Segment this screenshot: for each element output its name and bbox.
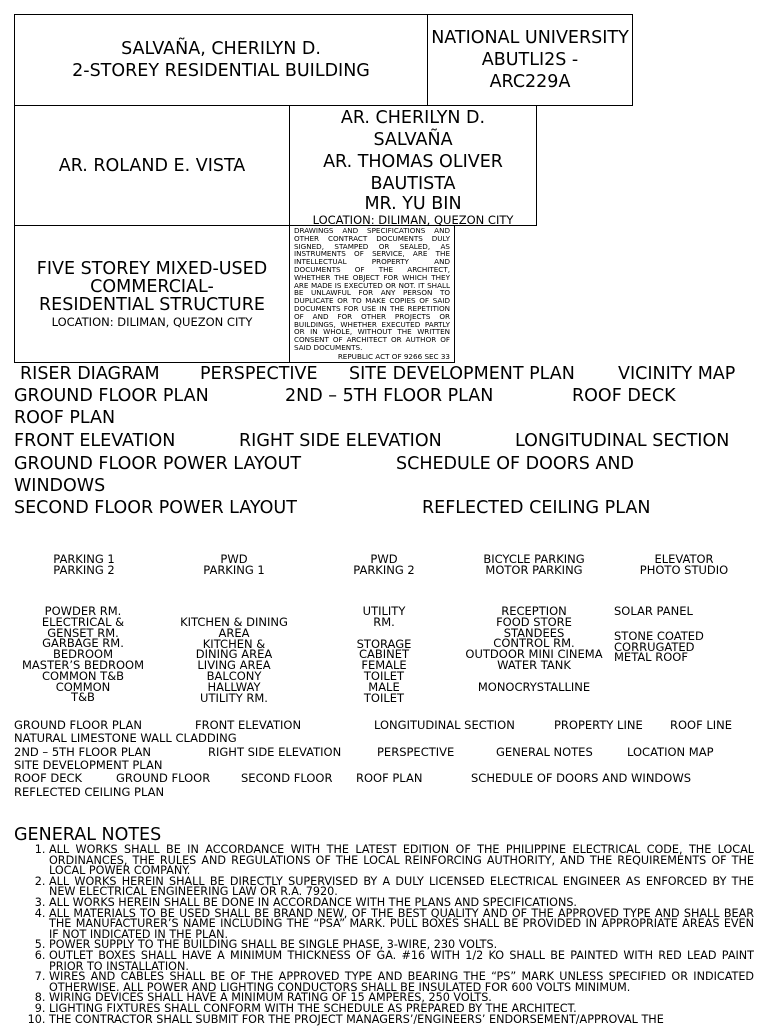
general-note-item: 3. ALL WORKS HEREIN SHALL BE DONE IN ACCORDANCE WITH THE PLANS AND SPECIFICATIONS.	[49, 898, 754, 909]
room-label: UTILITY RM.	[200, 690, 268, 705]
school-name: NATIONAL UNIVERSITY	[431, 28, 629, 48]
project-name: 2-STOREY RESIDENTIAL BUILDING	[72, 61, 370, 81]
title-cell-owner-project	[14, 14, 428, 106]
title-cell-instructor	[14, 105, 290, 226]
team-member-2b: BAUTISTA	[370, 174, 456, 194]
general-note-item: 6. OUTLET BOXES SHALL HAVE A MINIMUM THICKNESS OF GA. #16 WITH 1/2 KO SHALL BE PAINTED WITH RED LEAD PAINT PRIOR TO INSTALLATION.	[49, 951, 754, 972]
sheet-title: REFLECTED CEILING PLAN	[422, 498, 651, 518]
owner-name: SALVAÑA, CHERILYN D.	[121, 39, 321, 59]
title-cell-school	[427, 14, 633, 106]
general-note-item: 8. WIRING DEVICES SHALL HAVE A MINIMUM RATING OF 15 AMPERES, 250 VOLTS.	[49, 993, 754, 1004]
room-label: STONE COATED	[614, 628, 704, 643]
room-label: UTILITY	[362, 604, 406, 618]
legal-notice: DRAWINGS AND SPECIFICATIONS AND OTHER CONTRACT DOCUMENTS DULY SIGNED, STAMPED OR SEALED, AS INSTRUMENTS OF SERVICE, ARE THE INTELLECTUAL PROPERTY AND DOCUMENTS OF THE ARCHITECT, WHETHER THE OBJECT FOR WHICH THEY ARE MADE IS EXECUTED OR NOT. IT SHALL BE UNLAWFUL FOR ANY PERSON TO DUPLICATE OR TO MAKE COPIES OF SAID DOCUMENTS FOR USE IN THE REPETITION OF AND FOR OTHER PROJECTS OR BUILDINGS, WHETHER EXECUTED PARTLY OR IN WHOLE, WITHOUT THE WRITTEN CONSENT OF ARCHITECT OR AUTHOR OF SAID DOCUMENTS.	[294, 226, 450, 352]
general-note-item: 5. POWER SUPPLY TO THE BUILDING SHALL BE SINGLE PHASE, 3-WIRE, 230 VOLTS.	[49, 940, 754, 951]
general-note-item: 10. THE CONTRACTOR SHALL SUBMIT FOR THE PROJECT MANAGERS’/ENGINEERS’ ENDORSEMENT/APPROVAL THE	[49, 1015, 754, 1026]
structure-line3: RESIDENTIAL STRUCTURE	[39, 294, 265, 315]
sheet-title: WINDOWS	[14, 476, 106, 496]
general-note-item: 4. ALL MATERIALS TO BE USED SHALL BE BRAND NEW, OF THE BEST QUALITY AND OF THE APPROVED TYPE AND SHALL BEAR THE MANUFACTURER’S NAME INCLUDING THE “PSA” MARK. PULL BOXES SHALL BE PROVIDED IN APPROPRIATE AREAS EVEN IF NOT INDICATED IN THE PLAN.	[49, 909, 754, 941]
team-member-1a: AR. CHERILYN D.	[340, 108, 486, 128]
team-member-2a: AR. THOMAS OLIVER	[323, 152, 503, 172]
sheet-title: ROOF DECK	[572, 386, 676, 406]
index-entry: RIGHT SIDE ELEVATION	[208, 745, 342, 759]
sheet-title: LONGITUDINAL SECTION	[515, 431, 730, 451]
title-cell-legal	[289, 225, 455, 363]
general-note-item: 7. WIRES AND CABLES SHALL BE OF THE APPROVED TYPE AND BEARING THE “PS” MARK UNLESS SPECIFIED OR INDICATED OTHERWISE. ALL POWER AND LIGHTING CONDUCTORS SHALL BE INSULATED FOR 600 VOLTS MINIMUM.	[49, 972, 754, 993]
title-cell-team	[289, 105, 537, 226]
index-entry: SITE DEVELOPMENT PLAN	[14, 758, 163, 772]
sheet-title: SCHEDULE OF DOORS AND	[396, 454, 634, 474]
room-label: GENSET RM.	[47, 625, 119, 640]
room-label: CONTROL RM.	[493, 636, 575, 651]
course-code-line1: ABUTLI2S -	[481, 50, 579, 70]
room-label: ELECTRICAL &	[41, 614, 125, 629]
room-label: MONOCRYSTALLINE	[477, 679, 591, 694]
room-label: STORAGE	[356, 636, 412, 651]
room-label: WATER TANK	[497, 657, 571, 672]
room-label: RM.	[373, 614, 395, 629]
room-label: T&B	[71, 690, 95, 705]
room-label: MASTER’S BEDROOM	[21, 657, 144, 672]
room-label: AREA	[218, 625, 250, 640]
room-label: LIVING AREA	[197, 658, 271, 673]
legal-reference: REPUBLIC ACT OF 9266 SEC 33	[337, 352, 450, 362]
room-label: FEMALE	[361, 658, 407, 673]
room-label: GARBAGE RM.	[42, 636, 124, 651]
index-entry: LONGITUDINAL SECTION	[374, 718, 515, 732]
label-text: PARKING 2	[53, 562, 115, 577]
room-label: BEDROOM	[52, 647, 114, 662]
label-group-parking-5	[629, 554, 739, 576]
room-label: KITCHEN & DINING	[180, 615, 288, 629]
room-label: POWDER RM.	[44, 604, 122, 618]
index-entry: REFLECTED CEILING PLAN	[14, 785, 165, 799]
label-group-parking-3	[334, 554, 434, 576]
sheet-title: SITE DEVELOPMENT PLAN	[349, 364, 575, 384]
label-text: PWD	[370, 552, 398, 566]
index-entry: PROPERTY LINE	[554, 718, 643, 732]
team-member-3: MR. YU BIN	[364, 194, 462, 214]
label-text: PARKING 2	[353, 562, 415, 577]
room-label: HALLWAY	[207, 679, 261, 694]
room-label: KITCHEN &	[202, 636, 266, 651]
instructor-name: AR. ROLAND E. VISTA	[58, 155, 246, 176]
index-entry: GROUND FLOOR	[116, 771, 211, 785]
room-label: TOILET	[363, 668, 405, 683]
index-entry: LOCATION MAP	[627, 745, 714, 759]
location-top: LOCATION: DILIMAN, QUEZON CITY	[312, 213, 514, 227]
room-labels-col-4	[459, 606, 609, 693]
room-label: SOLAR PANEL	[614, 604, 693, 618]
room-labels-col-1	[18, 606, 148, 703]
room-label: FOOD STORE	[496, 614, 572, 629]
room-label: MALE	[368, 679, 400, 694]
room-label: COMMON T&B	[41, 668, 125, 683]
sheet-title: ROOF PLAN	[14, 408, 116, 428]
room-label: CORRUGATED	[614, 639, 695, 654]
index-entry: NATURAL LIMESTONE WALL CLADDING	[14, 731, 237, 745]
label-text: BICYCLE PARKING	[483, 552, 585, 566]
label-text: PWD	[220, 552, 248, 566]
label-group-parking-1	[34, 554, 134, 576]
sheet-title: 2ND – 5TH FLOOR PLAN	[285, 386, 494, 406]
team-member-1b: SALVAÑA	[373, 130, 453, 150]
sheet-title: FRONT ELEVATION	[14, 431, 176, 451]
label-text: MOTOR PARKING	[485, 562, 583, 577]
room-label: DINING AREA	[195, 647, 273, 662]
label-text: PARKING 1	[203, 562, 265, 577]
room-label: TOILET	[363, 690, 405, 705]
index-entry: GENERAL NOTES	[496, 745, 593, 759]
general-note-item: 9. LIGHTING FIXTURES SHALL CONFORM WITH THE SCHEDULE AS PREPARED BY THE ARCHITECT.	[49, 1004, 754, 1015]
room-label: OUTDOOR MINI CINEMA	[465, 647, 603, 662]
room-labels-col-2	[169, 617, 299, 703]
general-notes-title: GENERAL NOTES	[14, 825, 162, 845]
room-label: BALCONY	[206, 668, 262, 683]
structure-line1: FIVE STOREY MIXED-USED	[36, 258, 268, 279]
room-label: RECEPTION	[501, 604, 567, 618]
location-bottom: LOCATION: DILIMAN, QUEZON CITY	[51, 314, 253, 329]
label-text: PARKING 1	[53, 552, 115, 566]
index-entry: FRONT ELEVATION	[195, 718, 302, 732]
course-code-line2: ARC229A	[489, 72, 571, 92]
room-label: COMMON	[55, 679, 111, 694]
room-label: CABINET	[358, 647, 410, 662]
general-notes-list	[14, 845, 754, 1025]
label-text: ELEVATOR	[654, 552, 714, 566]
room-labels-col-5	[614, 606, 734, 663]
sheet-title: SECOND FLOOR POWER LAYOUT	[14, 498, 297, 518]
index-entry: SECOND FLOOR	[241, 771, 333, 785]
room-label: METAL ROOF	[614, 650, 688, 665]
structure-line2: COMMERCIAL-	[90, 276, 214, 297]
title-cell-structure	[14, 225, 290, 363]
index-entry: PERSPECTIVE	[377, 745, 455, 759]
sheet-title: GROUND FLOOR POWER LAYOUT	[14, 454, 302, 474]
label-group-parking-4	[474, 554, 594, 576]
general-note-item: 1. ALL WORKS SHALL BE IN ACCORDANCE WITH THE LATEST EDITION OF THE PHILIPPINE ELECTRICAL CODE, THE LOCAL ORDINANCES, THE RULES AND REGULATIONS OF THE LOCAL REINFORCING AUTHORITY, AND THE REQUIREMENTS OF THE LOCAL POWER COMPANY.	[49, 845, 754, 877]
index-entry: ROOF PLAN	[356, 771, 423, 785]
sheet-title: RIGHT SIDE ELEVATION	[239, 431, 442, 451]
sheet-title: PERSPECTIVE	[200, 364, 318, 384]
index-entry: SCHEDULE OF DOORS AND WINDOWS	[471, 771, 691, 785]
index-entry: ROOF DECK	[14, 771, 83, 785]
index-entry: ROOF LINE	[670, 718, 733, 732]
room-label: STANDEES	[503, 625, 565, 640]
general-note-item: 2. ALL WORKS HEREIN SHALL BE DIRECTLY SUPERVISED BY A DULY LICENSED ELECTRICAL ENGINEER AS ENFORCED BY THE NEW ELECTRICAL ENGINEERING LAW OR R.A. 7920.	[49, 877, 754, 898]
index-entry: GROUND FLOOR PLAN	[14, 718, 142, 732]
sheet-title: RISER DIAGRAM	[20, 364, 160, 384]
sheet-title: VICINITY MAP	[618, 364, 736, 384]
label-text: PHOTO STUDIO	[639, 562, 729, 577]
index-entry: 2ND – 5TH FLOOR PLAN	[14, 745, 151, 759]
label-group-parking-2	[184, 554, 284, 576]
room-labels-col-3	[339, 606, 429, 703]
sheet-title: GROUND FLOOR PLAN	[14, 386, 209, 406]
